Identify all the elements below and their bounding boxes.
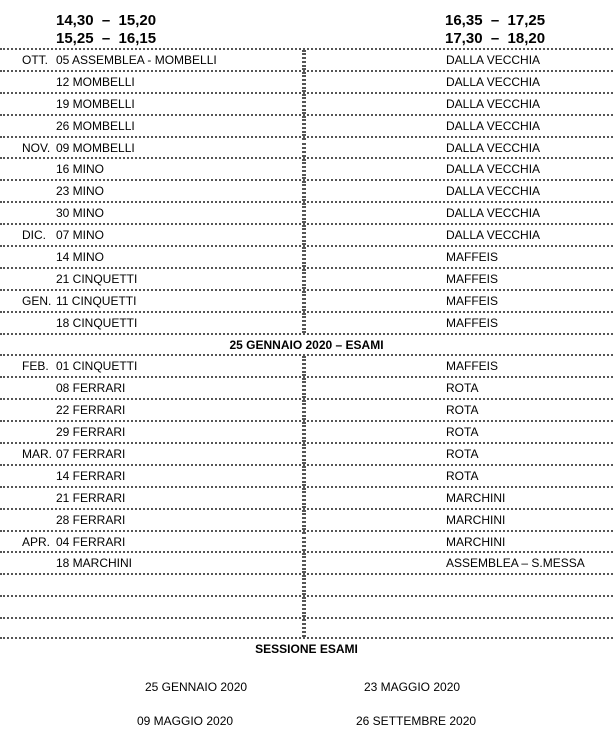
column-divider [302, 291, 306, 311]
month-cell: DIC. [22, 228, 46, 243]
time-slot-2: 15,25 – 16,15 [56, 30, 157, 47]
schedule-row [0, 333, 613, 355]
header-right-times [445, 12, 545, 48]
date-teacher-cell: 12 MOMBELLI [56, 74, 135, 89]
date-teacher-cell: 14 FERRARI [56, 468, 126, 483]
session-date-1: 25 GENNAIO 2020 [145, 680, 248, 694]
date-teacher-cell: 05 ASSEMBLEA - MOMBELLI [56, 53, 217, 67]
right-teacher-cell: MARCHINI [446, 534, 506, 549]
column-divider [302, 466, 306, 486]
month-cell: APR. [22, 534, 51, 549]
column-divider [302, 225, 306, 245]
right-teacher-cell: DALLA VECCHIA [446, 53, 541, 67]
column-divider [302, 181, 306, 201]
column-divider [302, 247, 306, 267]
right-teacher-cell: ROTA [446, 381, 479, 396]
schedule-row [0, 289, 613, 311]
date-teacher-cell: 22 FERRARI [56, 403, 126, 418]
right-teacher-cell: DALLA VECCHIA [446, 118, 541, 133]
schedule-row [0, 157, 613, 179]
schedule-row [0, 595, 613, 617]
schedule-row [0, 420, 613, 442]
date-teacher-cell: 23 MINO [56, 184, 105, 199]
date-teacher-cell: 21 CINQUETTI [56, 271, 138, 286]
time-slot-4: 17,30 – 18,20 [445, 30, 546, 47]
column-divider [302, 138, 306, 158]
date-teacher-cell: 21 FERRARI [56, 490, 126, 505]
schedule-row [0, 48, 613, 70]
right-teacher-cell: MARCHINI [446, 512, 506, 527]
schedule-row [0, 92, 613, 114]
column-divider [302, 72, 306, 92]
column-divider [302, 488, 306, 508]
column-divider [302, 597, 306, 617]
month-cell: FEB. [22, 359, 49, 374]
month-cell: NOV. [22, 140, 51, 155]
column-divider [302, 203, 306, 223]
right-teacher-cell: ROTA [446, 447, 479, 462]
schedule-row [0, 223, 613, 245]
column-divider [302, 400, 306, 420]
date-teacher-cell: 18 MARCHINI [56, 556, 133, 571]
column-divider [302, 269, 306, 289]
column-divider [302, 50, 306, 70]
date-teacher-cell: 07 FERRARI [56, 447, 126, 462]
column-divider [302, 444, 306, 464]
date-teacher-cell: 01 CINQUETTI [56, 359, 138, 374]
right-teacher-cell: ROTA [446, 425, 479, 440]
schedule-row [0, 464, 613, 486]
column-divider [302, 313, 306, 333]
schedule-row [0, 398, 613, 420]
right-teacher-cell: DALLA VECCHIA [446, 74, 541, 89]
schedule-row [0, 354, 613, 376]
date-teacher-cell: 28 FERRARI [56, 512, 126, 527]
date-teacher-cell: 16 MINO [56, 162, 105, 177]
column-divider [302, 510, 306, 530]
date-teacher-cell: 11 CINQUETTI [56, 293, 137, 308]
column-divider [302, 553, 306, 573]
schedule-row [0, 136, 613, 158]
column-divider [302, 532, 306, 552]
right-teacher-cell: DALLA VECCHIA [446, 206, 541, 221]
exam-banner: 25 GENNAIO 2020 – ESAMI [229, 337, 384, 352]
column-divider [302, 422, 306, 442]
month-cell: MAR. [22, 447, 52, 462]
right-teacher-cell: MAFFEIS [446, 250, 499, 265]
date-teacher-cell: 30 MINO [56, 206, 105, 221]
right-teacher-cell: DALLA VECCHIA [446, 228, 541, 243]
date-teacher-cell: 07 MINO [56, 228, 105, 243]
schedule-row [0, 551, 613, 573]
schedule-row [0, 114, 613, 136]
date-teacher-cell: 29 FERRARI [56, 425, 126, 440]
schedule-row [0, 267, 613, 289]
date-teacher-cell: 18 CINQUETTI [56, 315, 138, 330]
session-date-2: 23 MAGGIO 2020 [364, 680, 461, 694]
schedule-row [0, 201, 613, 223]
schedule-row [0, 486, 613, 508]
schedule-row [0, 376, 613, 398]
schedule-row [0, 573, 613, 595]
session-date-3: 09 MAGGIO 2020 [137, 714, 234, 728]
schedule-table [0, 48, 613, 639]
column-divider [302, 159, 306, 179]
date-teacher-cell: 14 MINO [56, 250, 105, 265]
session-date-4: 26 SETTEMBRE 2020 [356, 714, 477, 728]
column-divider [302, 619, 306, 637]
date-teacher-cell: 26 MOMBELLI [56, 118, 135, 133]
right-teacher-cell: DALLA VECCHIA [446, 162, 541, 177]
schedule-row [0, 530, 613, 552]
schedule-row [0, 179, 613, 201]
date-teacher-cell: 08 FERRARI [56, 381, 126, 396]
date-teacher-cell: 09 MOMBELLI [56, 140, 135, 155]
date-teacher-cell: 19 MOMBELLI [56, 96, 135, 111]
schedule-row [0, 617, 613, 639]
schedule-row [0, 70, 613, 92]
right-teacher-cell: DALLA VECCHIA [446, 184, 541, 199]
column-divider [302, 356, 306, 376]
right-teacher-cell: ASSEMBLEA – S.MESSA [446, 556, 585, 571]
column-divider [302, 116, 306, 136]
right-teacher-cell: DALLA VECCHIA [446, 140, 541, 155]
schedule-row [0, 245, 613, 267]
right-teacher-cell: MAFFEIS [446, 359, 499, 374]
right-teacher-cell: MAFFEIS [446, 315, 499, 330]
header-left-times [56, 12, 156, 48]
schedule-row [0, 508, 613, 530]
time-slot-1: 14,30 – 15,20 [56, 12, 157, 29]
right-teacher-cell: MAFFEIS [446, 293, 499, 308]
right-teacher-cell: DALLA VECCHIA [446, 96, 541, 111]
schedule-row [0, 311, 613, 333]
session-title: SESSIONE ESAMI [255, 642, 358, 656]
month-cell: OTT. [22, 53, 48, 67]
column-divider [302, 575, 306, 595]
month-cell: GEN. [22, 293, 52, 308]
column-divider [302, 94, 306, 114]
date-teacher-cell: 04 FERRARI [56, 534, 126, 549]
right-teacher-cell: ROTA [446, 403, 479, 418]
right-teacher-cell: MARCHINI [446, 490, 506, 505]
schedule-row [0, 442, 613, 464]
column-divider [302, 378, 306, 398]
right-teacher-cell: MAFFEIS [446, 271, 499, 286]
time-slot-3: 16,35 – 17,25 [445, 12, 546, 29]
right-teacher-cell: ROTA [446, 468, 479, 483]
